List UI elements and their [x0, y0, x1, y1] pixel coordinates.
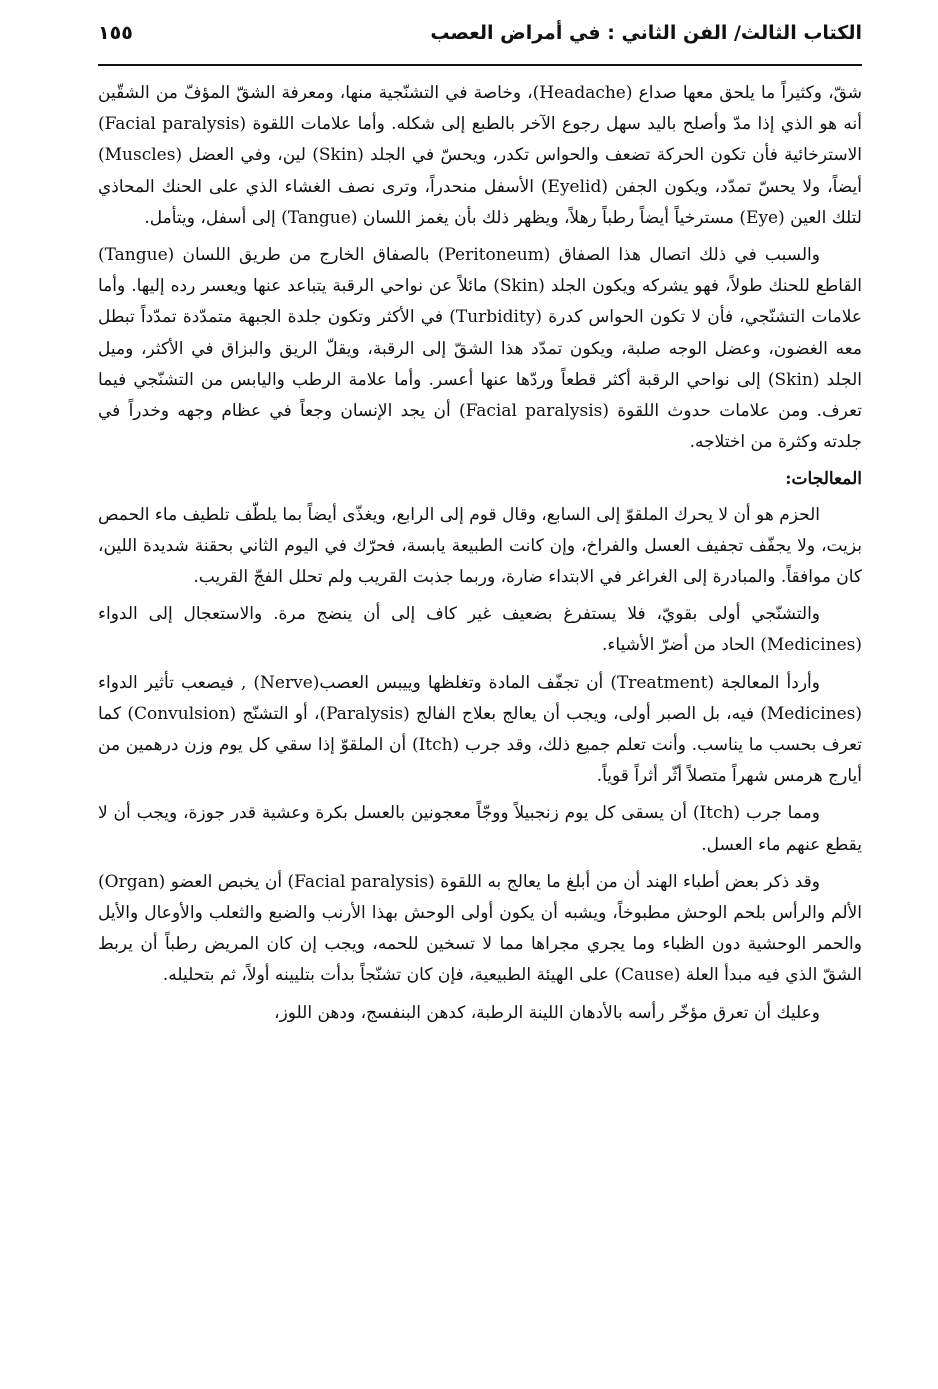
paragraph-2: والسبب في ذلك اتصال هذا الصفاق (Peritoneum) بالصفاق الخارج من طريق اللسان (Tangue) القاطع للحنك طولاً، فهو يشركه ويكون الجلد (Skin) مائلاً عن نواحي الرقبة يتباعد عنها ويعسر رده إليها. وأما علامات التشنّجي، فأن لا تكون الحواس كدرة (Turbidity) في الأكثر وتكون جلدة الجبهة متمدّدة تمدّداً تبطل معه الغضون، وعضل الوجه صلبة، ويكون تمدّد هذا الشقّ إلى الرقبة، ويقلّ الريق والبزاق في الأكثر، وميل الجلد (Skin) إلى نواحي الرقبة أكثر قطعاً وردّها عنها أعسر. وأما علامة الرطب واليابس من التشنّجي فيما تعرف. ومن علامات حدوث اللقوة (Facial paralysis) أن يجد الإنسان وجعاً في عظام وجهه وخدراً في جلدته وكثرة من اختلاجه.: [98, 245, 862, 453]
treatment-paragraph-5: وقد ذكر بعض أطباء الهند أن من أبلغ ما يعالج به اللقوة (Facial paralysis) أن يخبص العضو (Organ) الألم والرأس بلحم الوحش مطبوخاً، ويشبه أن يكون أولى الوحش بهذا الأرنب والضبع والثعلب والأوعال والأيل والحمر الوحشية دون الظباء وما يجري مجراها مما لا تسخين للحمه، ويجب إن كان المريض رطباً أن يربط الشقّ الذي فيه مبدأ العلة (Cause) على الهيئة الطبيعية، فإن كان تشنّجاً بدأت بتليينه أولاً، ثم بتحليله.: [98, 871, 862, 986]
page-number: ١٥٥: [98, 22, 133, 44]
header-rule: [98, 64, 862, 66]
treatment-paragraph-3: وأردأ المعالجة (Treatment) أن تجفّف المادة وتغلظها وييبس العصب(Nerve) , فيصعب تأثير الدواء (Medicines) فيه، بل الصبر أولى، ويجب أن يعالج بعلاج الفالج (Paralysis)، أو التشنّج (Convulsion) كما تعرف بحسب ما يناسب. وأنت تعلم جميع ذلك، وقد جرب (Itch) أن الملقوّ إذا سقي كل يوم وزن درهمين من أيارج هرمس شهراً متصلاً أثّر أثراً قوياً.: [98, 672, 863, 787]
treatment-paragraph-4: ومما جرب (Itch) أن يسقى كل يوم زنجبيلاً ووجّاً معجونين بالعسل بكرة وعشية قدر جوزة، ويجب أن لا يقطع عنهم ماء العسل.: [98, 803, 862, 855]
treatment-paragraph-2: والتشنّجي أولى بقويّ، فلا يستفرغ بضعيف غير كاف إلى أن ينضج مرة. والاستعجال إلى الدواء (Medicines) الحاد من أضرّ الأشياء.: [98, 604, 862, 656]
paragraph-1: شقّ، وكثيراً ما يلحق معها صداع (Headache)، وخاصة في التشنّجية منها، ومعرفة الشقّ المؤفّ من الشقّين أنه هو الذي إذا مدّ وأصلح باليد سهل رجوع الآخر بالطبع إلى شكله. وأما علامات اللقوة (Facial paralysis) الاسترخائية فأن تكون الحركة تضعف والحواس تكدر، ويحسّ في الجلد (Skin) لين، وفي العضل (Muscles) أيضاً، ولا يحسّ تمدّد، ويكون الجفن (Eyelid) الأسفل منحدراً، وترى نصف الغشاء الذي على الحنك المحاذي لتلك العين (Eye) مسترخياً أيضاً رطباً رهلاً، ويظهر ذلك بأن يغمز اللسان (Tangue) إلى أسفل، ويتأمل.: [98, 83, 862, 228]
main-text: [98, 78, 862, 1035]
page-header: [98, 16, 862, 50]
section-heading-treatments: المعالجات:: [785, 469, 862, 490]
running-title: الكتاب الثالث/ الفن الثاني : في أمراض العصب: [430, 22, 862, 44]
book-page: [98, 0, 862, 1389]
treatment-paragraph-6: وعليك أن تعرق مؤخّر رأسه بالأدهان اللينة الرطبة، كدهن البنفسج، ودهن اللوز،: [274, 1002, 820, 1023]
treatment-paragraph-1: الحزم هو أن لا يحرك الملقوّ إلى السابع، وقال قوم إلى الرابع، ويغذّى أيضاً بما يلطّف تلطيف ماء الحمص بزيت، ولا يجفّف تجفيف العسل والفراخ، وإن كانت الطبيعة يابسة، فحرّك في اليوم الثاني بحقنة شديدة اللين، كان موافقاً. والمبادرة إلى الغراغر في الابتداء ضارة، وربما جذبت القريب ولم تحلل الفجّ القريب.: [97, 504, 862, 588]
